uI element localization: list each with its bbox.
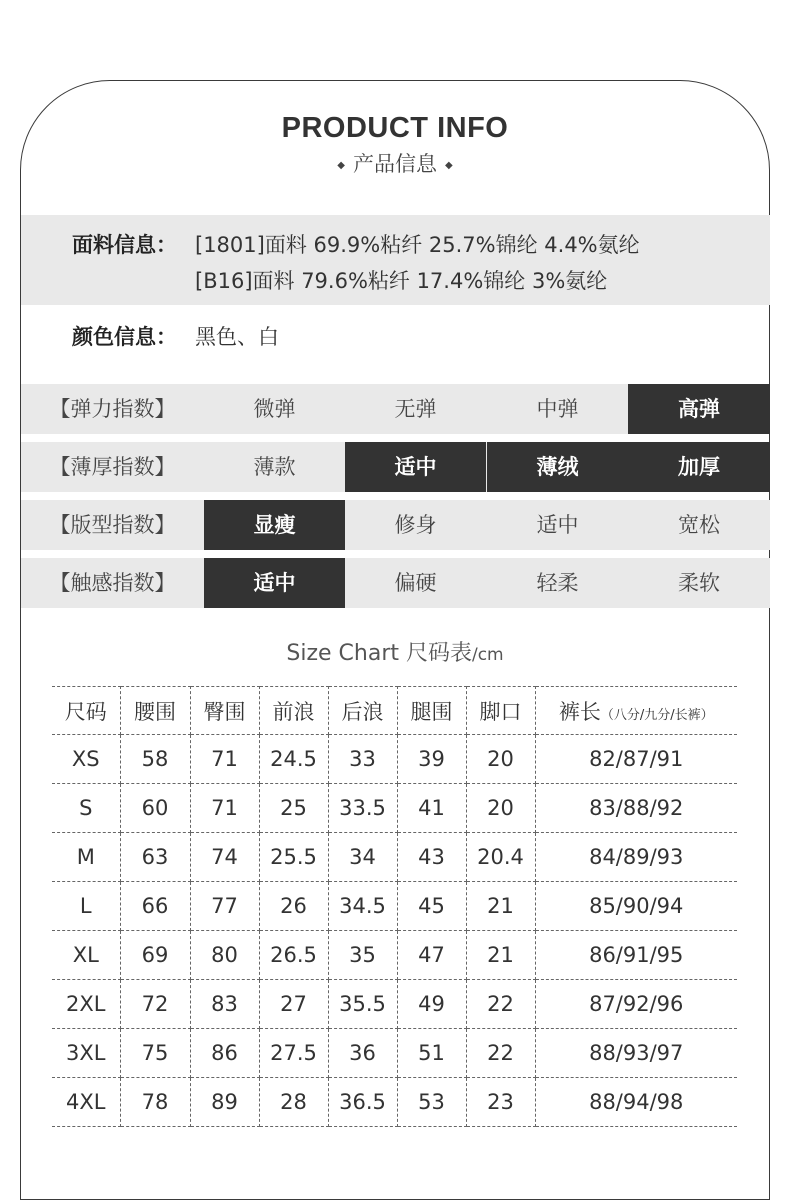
measure-cell: 71 bbox=[190, 735, 259, 784]
size-table bbox=[52, 686, 737, 1127]
header-cell-length bbox=[535, 687, 737, 735]
color-value: 黑色、白 bbox=[195, 325, 279, 349]
measure-cell: 36 bbox=[328, 1029, 397, 1078]
size-cell: M bbox=[52, 833, 120, 882]
fabric-label: 面料信息： bbox=[72, 233, 177, 257]
measure-cell: 83/88/92 bbox=[535, 784, 737, 833]
header-cell: 尺码 bbox=[52, 687, 120, 735]
table-row bbox=[52, 980, 737, 1029]
measure-cell: 39 bbox=[397, 735, 466, 784]
header-length-note: （八分/九分/长裤） bbox=[600, 707, 714, 723]
color-label: 颜色信息： bbox=[72, 325, 177, 349]
header-cell: 腿围 bbox=[397, 687, 466, 735]
measure-cell: 33 bbox=[328, 735, 397, 784]
measure-cell: 58 bbox=[120, 735, 190, 784]
index-option: 中弹 bbox=[536, 397, 579, 421]
size-chart-title-text: Size Chart 尺码表 bbox=[286, 641, 472, 666]
subtitle-text: 产品信息 bbox=[353, 152, 437, 176]
index-option: 微弹 bbox=[253, 397, 296, 421]
table-header-row bbox=[52, 687, 737, 735]
measure-cell: 80 bbox=[190, 931, 259, 980]
measure-cell: 85/90/94 bbox=[535, 882, 737, 931]
measure-cell: 23 bbox=[466, 1078, 535, 1127]
table-row bbox=[52, 1078, 737, 1127]
header-length-label: 裤长 bbox=[558, 699, 601, 724]
measure-cell: 60 bbox=[120, 784, 190, 833]
index-row-fit bbox=[21, 500, 770, 550]
header-cell: 臀围 bbox=[190, 687, 259, 735]
measure-cell: 51 bbox=[397, 1029, 466, 1078]
measure-cell: 22 bbox=[466, 1029, 535, 1078]
size-cell: XS bbox=[52, 735, 120, 784]
table-row bbox=[52, 784, 737, 833]
index-option: 柔软 bbox=[678, 571, 720, 595]
index-option: 适中 bbox=[345, 442, 486, 492]
page-subtitle bbox=[0, 148, 790, 178]
header-cell: 脚口 bbox=[466, 687, 535, 735]
measure-cell: 35 bbox=[328, 931, 397, 980]
table-row bbox=[52, 882, 737, 931]
measure-cell: 86/91/95 bbox=[535, 931, 737, 980]
index-option: 薄绒 bbox=[487, 442, 628, 492]
measure-cell: 75 bbox=[120, 1029, 190, 1078]
index-option: 无弹 bbox=[394, 397, 437, 421]
index-name: 【触感指数】 bbox=[49, 571, 176, 595]
measure-cell: 87/92/96 bbox=[535, 980, 737, 1029]
header-cell: 后浪 bbox=[328, 687, 397, 735]
measure-cell: 84/89/93 bbox=[535, 833, 737, 882]
size-cell: 4XL bbox=[52, 1078, 120, 1127]
header-cell: 腰围 bbox=[120, 687, 190, 735]
measure-cell: 28 bbox=[259, 1078, 328, 1127]
measure-cell: 34 bbox=[328, 833, 397, 882]
size-chart-title bbox=[0, 636, 790, 667]
index-option: 偏硬 bbox=[394, 571, 437, 595]
index-name: 【薄厚指数】 bbox=[49, 455, 176, 479]
measure-cell: 25.5 bbox=[259, 833, 328, 882]
fabric-line-1: [1801]面料 69.9%粘纤 25.7%锦纶 4.4%氨纶 bbox=[195, 233, 640, 257]
index-row-thickness bbox=[21, 442, 770, 492]
measure-cell: 41 bbox=[397, 784, 466, 833]
measure-cell: 26.5 bbox=[259, 931, 328, 980]
measure-cell: 72 bbox=[120, 980, 190, 1029]
measure-cell: 24.5 bbox=[259, 735, 328, 784]
diamond-icon: ◆ bbox=[445, 159, 453, 171]
measure-cell: 82/87/91 bbox=[535, 735, 737, 784]
measure-cell: 77 bbox=[190, 882, 259, 931]
measure-cell: 88/94/98 bbox=[535, 1078, 737, 1127]
measure-cell: 63 bbox=[120, 833, 190, 882]
table-row bbox=[52, 1029, 737, 1078]
measure-cell: 20 bbox=[466, 784, 535, 833]
measure-cell: 71 bbox=[190, 784, 259, 833]
measure-cell: 20.4 bbox=[466, 833, 535, 882]
measure-cell: 36.5 bbox=[328, 1078, 397, 1127]
index-row-touch bbox=[21, 558, 770, 608]
measure-cell: 89 bbox=[190, 1078, 259, 1127]
index-option: 宽松 bbox=[678, 513, 720, 537]
measure-cell: 49 bbox=[397, 980, 466, 1029]
table-row bbox=[52, 931, 737, 980]
index-option: 修身 bbox=[394, 513, 437, 537]
header-cell: 前浪 bbox=[259, 687, 328, 735]
measure-cell: 21 bbox=[466, 882, 535, 931]
index-option: 适中 bbox=[536, 513, 579, 537]
measure-cell: 86 bbox=[190, 1029, 259, 1078]
measure-cell: 26 bbox=[259, 882, 328, 931]
index-option: 薄款 bbox=[253, 455, 296, 479]
size-cell: L bbox=[52, 882, 120, 931]
measure-cell: 33.5 bbox=[328, 784, 397, 833]
measure-cell: 43 bbox=[397, 833, 466, 882]
measure-cell: 25 bbox=[259, 784, 328, 833]
index-row-elasticity bbox=[21, 384, 770, 434]
measure-cell: 74 bbox=[190, 833, 259, 882]
measure-cell: 45 bbox=[397, 882, 466, 931]
index-option: 适中 bbox=[204, 558, 345, 608]
measure-cell: 69 bbox=[120, 931, 190, 980]
measure-cell: 66 bbox=[120, 882, 190, 931]
measure-cell: 27 bbox=[259, 980, 328, 1029]
measure-cell: 88/93/97 bbox=[535, 1029, 737, 1078]
measure-cell: 78 bbox=[120, 1078, 190, 1127]
size-cell: 2XL bbox=[52, 980, 120, 1029]
index-name: 【弹力指数】 bbox=[49, 397, 176, 421]
measure-cell: 21 bbox=[466, 931, 535, 980]
measure-cell: 22 bbox=[466, 980, 535, 1029]
table-row bbox=[52, 735, 737, 784]
measure-cell: 83 bbox=[190, 980, 259, 1029]
fabric-line-2: [B16]面料 79.6%粘纤 17.4%锦纶 3%氨纶 bbox=[195, 269, 608, 293]
size-cell: 3XL bbox=[52, 1029, 120, 1078]
table-row bbox=[52, 833, 737, 882]
index-option: 加厚 bbox=[628, 442, 770, 492]
measure-cell: 27.5 bbox=[259, 1029, 328, 1078]
index-option: 轻柔 bbox=[536, 571, 579, 595]
index-option: 显瘦 bbox=[204, 500, 345, 550]
index-option: 高弹 bbox=[628, 384, 770, 434]
size-cell: S bbox=[52, 784, 120, 833]
measure-cell: 34.5 bbox=[328, 882, 397, 931]
size-chart-unit: /cm bbox=[471, 645, 504, 665]
measure-cell: 20 bbox=[466, 735, 535, 784]
index-name: 【版型指数】 bbox=[49, 513, 176, 537]
measure-cell: 35.5 bbox=[328, 980, 397, 1029]
page-title: PRODUCT INFO bbox=[281, 112, 509, 144]
measure-cell: 47 bbox=[397, 931, 466, 980]
measure-cell: 53 bbox=[397, 1078, 466, 1127]
size-cell: XL bbox=[52, 931, 120, 980]
diamond-icon: ◆ bbox=[337, 159, 345, 171]
